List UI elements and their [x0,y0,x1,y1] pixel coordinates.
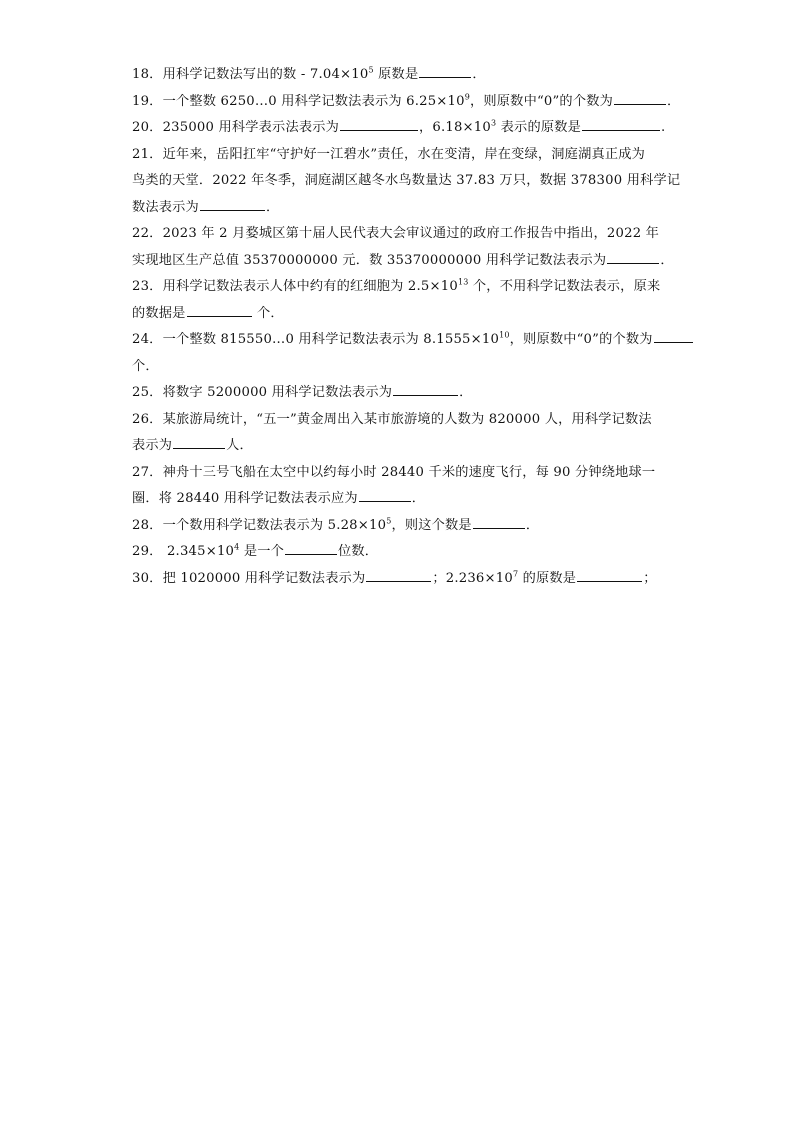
answer-blank[interactable] [473,513,525,529]
text-segment: ，则原数中“0”的个数为 [509,332,653,347]
text-segment: ，则原数中“0”的个数为 [470,93,613,109]
question-text-line [132,539,672,566]
answer-blank[interactable] [419,62,471,78]
text-segment: ． [660,252,674,268]
text-segment: ． [666,93,681,109]
question-text-line [132,301,672,328]
exponent: 3 [490,118,497,128]
text-segment: 25．将数字 5200000 用科学记数法表示为 [132,385,393,400]
text-segment: 19．一个整数 6250…0 用科学记数法表示为 6.25×10 [132,93,465,109]
question-item [132,327,672,380]
text-segment: 鸟类的天堂．2022 年冬季，洞庭湖区越冬水鸟数量达 37.83 万只，数据 378300 用科学记 [132,173,681,188]
text-segment: ，6.18×10 [419,120,491,135]
text-segment: 20．235000 用科学表示法表示为 [132,120,339,135]
answer-blank[interactable] [614,89,666,105]
text-segment: 18．用科学记数法写出的数 - 7.04×10 [132,67,369,82]
answer-blank[interactable] [200,195,265,211]
question-text-line [132,248,672,275]
question-text-line [132,89,681,116]
exponent: 7 [512,569,519,579]
text-segment: 26．某旅游局统计，“五一”黄金周出入某市旅游境的人数为 820000 人，用科学记数法 [132,411,652,427]
question-text-line [132,221,672,248]
text-segment: 个． [132,358,159,374]
question-item [132,539,672,566]
answer-blank[interactable] [607,248,659,264]
question-item [132,89,681,116]
question-item [132,221,672,274]
answer-blank[interactable] [285,539,337,555]
question-text-line [132,354,672,381]
question-text-line [132,566,672,593]
text-segment: ． [472,67,486,82]
question-text-line [132,115,672,142]
question-item [132,274,672,327]
text-segment: 表示为 [132,438,173,453]
text-segment: ； [643,570,657,586]
exponent: 9 [464,92,471,102]
question-text-line [132,168,681,195]
exponent: 5 [368,65,374,75]
question-item [132,62,672,89]
text-segment: 是一个 [239,544,285,559]
text-segment: . [661,120,666,135]
text-segment: 28．一个数用科学记数法表示为 5.28×10 [132,517,387,533]
text-segment: 的数据是 [132,305,186,321]
question-item [132,566,672,593]
answer-blank[interactable] [654,327,693,343]
text-segment: ；2.236×10 [432,570,513,586]
question-item [132,407,672,460]
text-segment: 人． [226,438,253,453]
text-segment: 个，不用科学记数法表示，原来 [468,279,661,294]
question-text-line [132,380,672,407]
exponent: 4 [234,542,240,552]
exponent: 10 [499,330,510,340]
text-segment: 实现地区生产总值 35370000000 元．数 35370000000 用科学记数法表示为 [132,252,607,268]
question-item [132,460,672,513]
text-segment: 22．2023 年 2 月婺城区第十届人民代表大会审议通过的政府工作报告中指出，2022 年 [132,226,660,241]
text-segment: 30．把 1020000 用科学记数法表示为 [132,570,366,586]
text-segment: 数法表示为 [132,199,199,215]
question-text-line [132,513,672,540]
question-item [132,115,672,142]
question-item [132,380,672,407]
text-segment: ． [459,385,473,400]
answer-blank[interactable] [187,301,252,317]
question-item [132,513,672,540]
answer-blank[interactable] [582,115,660,131]
text-segment: 原数是 [373,67,419,82]
text-segment: 表示的原数是 [496,120,581,135]
text-segment: 的原数是 [518,570,577,586]
text-segment: 个． [252,305,284,321]
question-text-line [132,195,672,222]
question-text-line [132,274,672,301]
question-list [132,62,681,592]
answer-blank[interactable] [340,115,418,131]
question-text-line [132,62,672,89]
text-segment: 24．一个整数 815550…0 用科学记数法表示为 8.1555×10 [132,332,500,347]
exponent: 5 [386,516,392,526]
answer-blank[interactable] [393,380,458,396]
text-segment: ． [411,491,426,506]
question-item [132,142,681,222]
text-segment: ，则这个数是 [391,517,472,533]
text-segment: 27．神舟十三号飞船在太空中以约每小时 28440 千米的速度飞行，每 90 分钟绕地球一 [132,464,656,480]
exponent: 13 [457,277,469,287]
question-text-line [132,486,672,513]
question-text-line [132,327,672,354]
answer-blank[interactable] [173,433,225,449]
text-segment: 29． 2.345×10 [132,544,235,559]
answer-blank[interactable] [366,566,431,582]
question-text-line [132,460,672,487]
text-segment: 位数． [338,544,379,559]
answer-blank[interactable] [359,486,411,502]
text-segment: ． [265,199,280,215]
question-text-line [132,407,672,434]
question-text-line [132,433,672,460]
text-segment: 圈．将 28440 用科学记数法表示应为 [132,491,358,506]
answer-blank[interactable] [577,566,642,582]
text-segment: 21．近年来，岳阳扛牢“守护好一江碧水”责任，水在变清，岸在变绿，洞庭湖真正成为 [132,146,646,162]
question-text-line [132,142,672,169]
text-segment: 23．用科学记数法表示人体中约有的红细胞为 2.5×10 [132,279,458,294]
text-segment: ． [525,517,540,533]
